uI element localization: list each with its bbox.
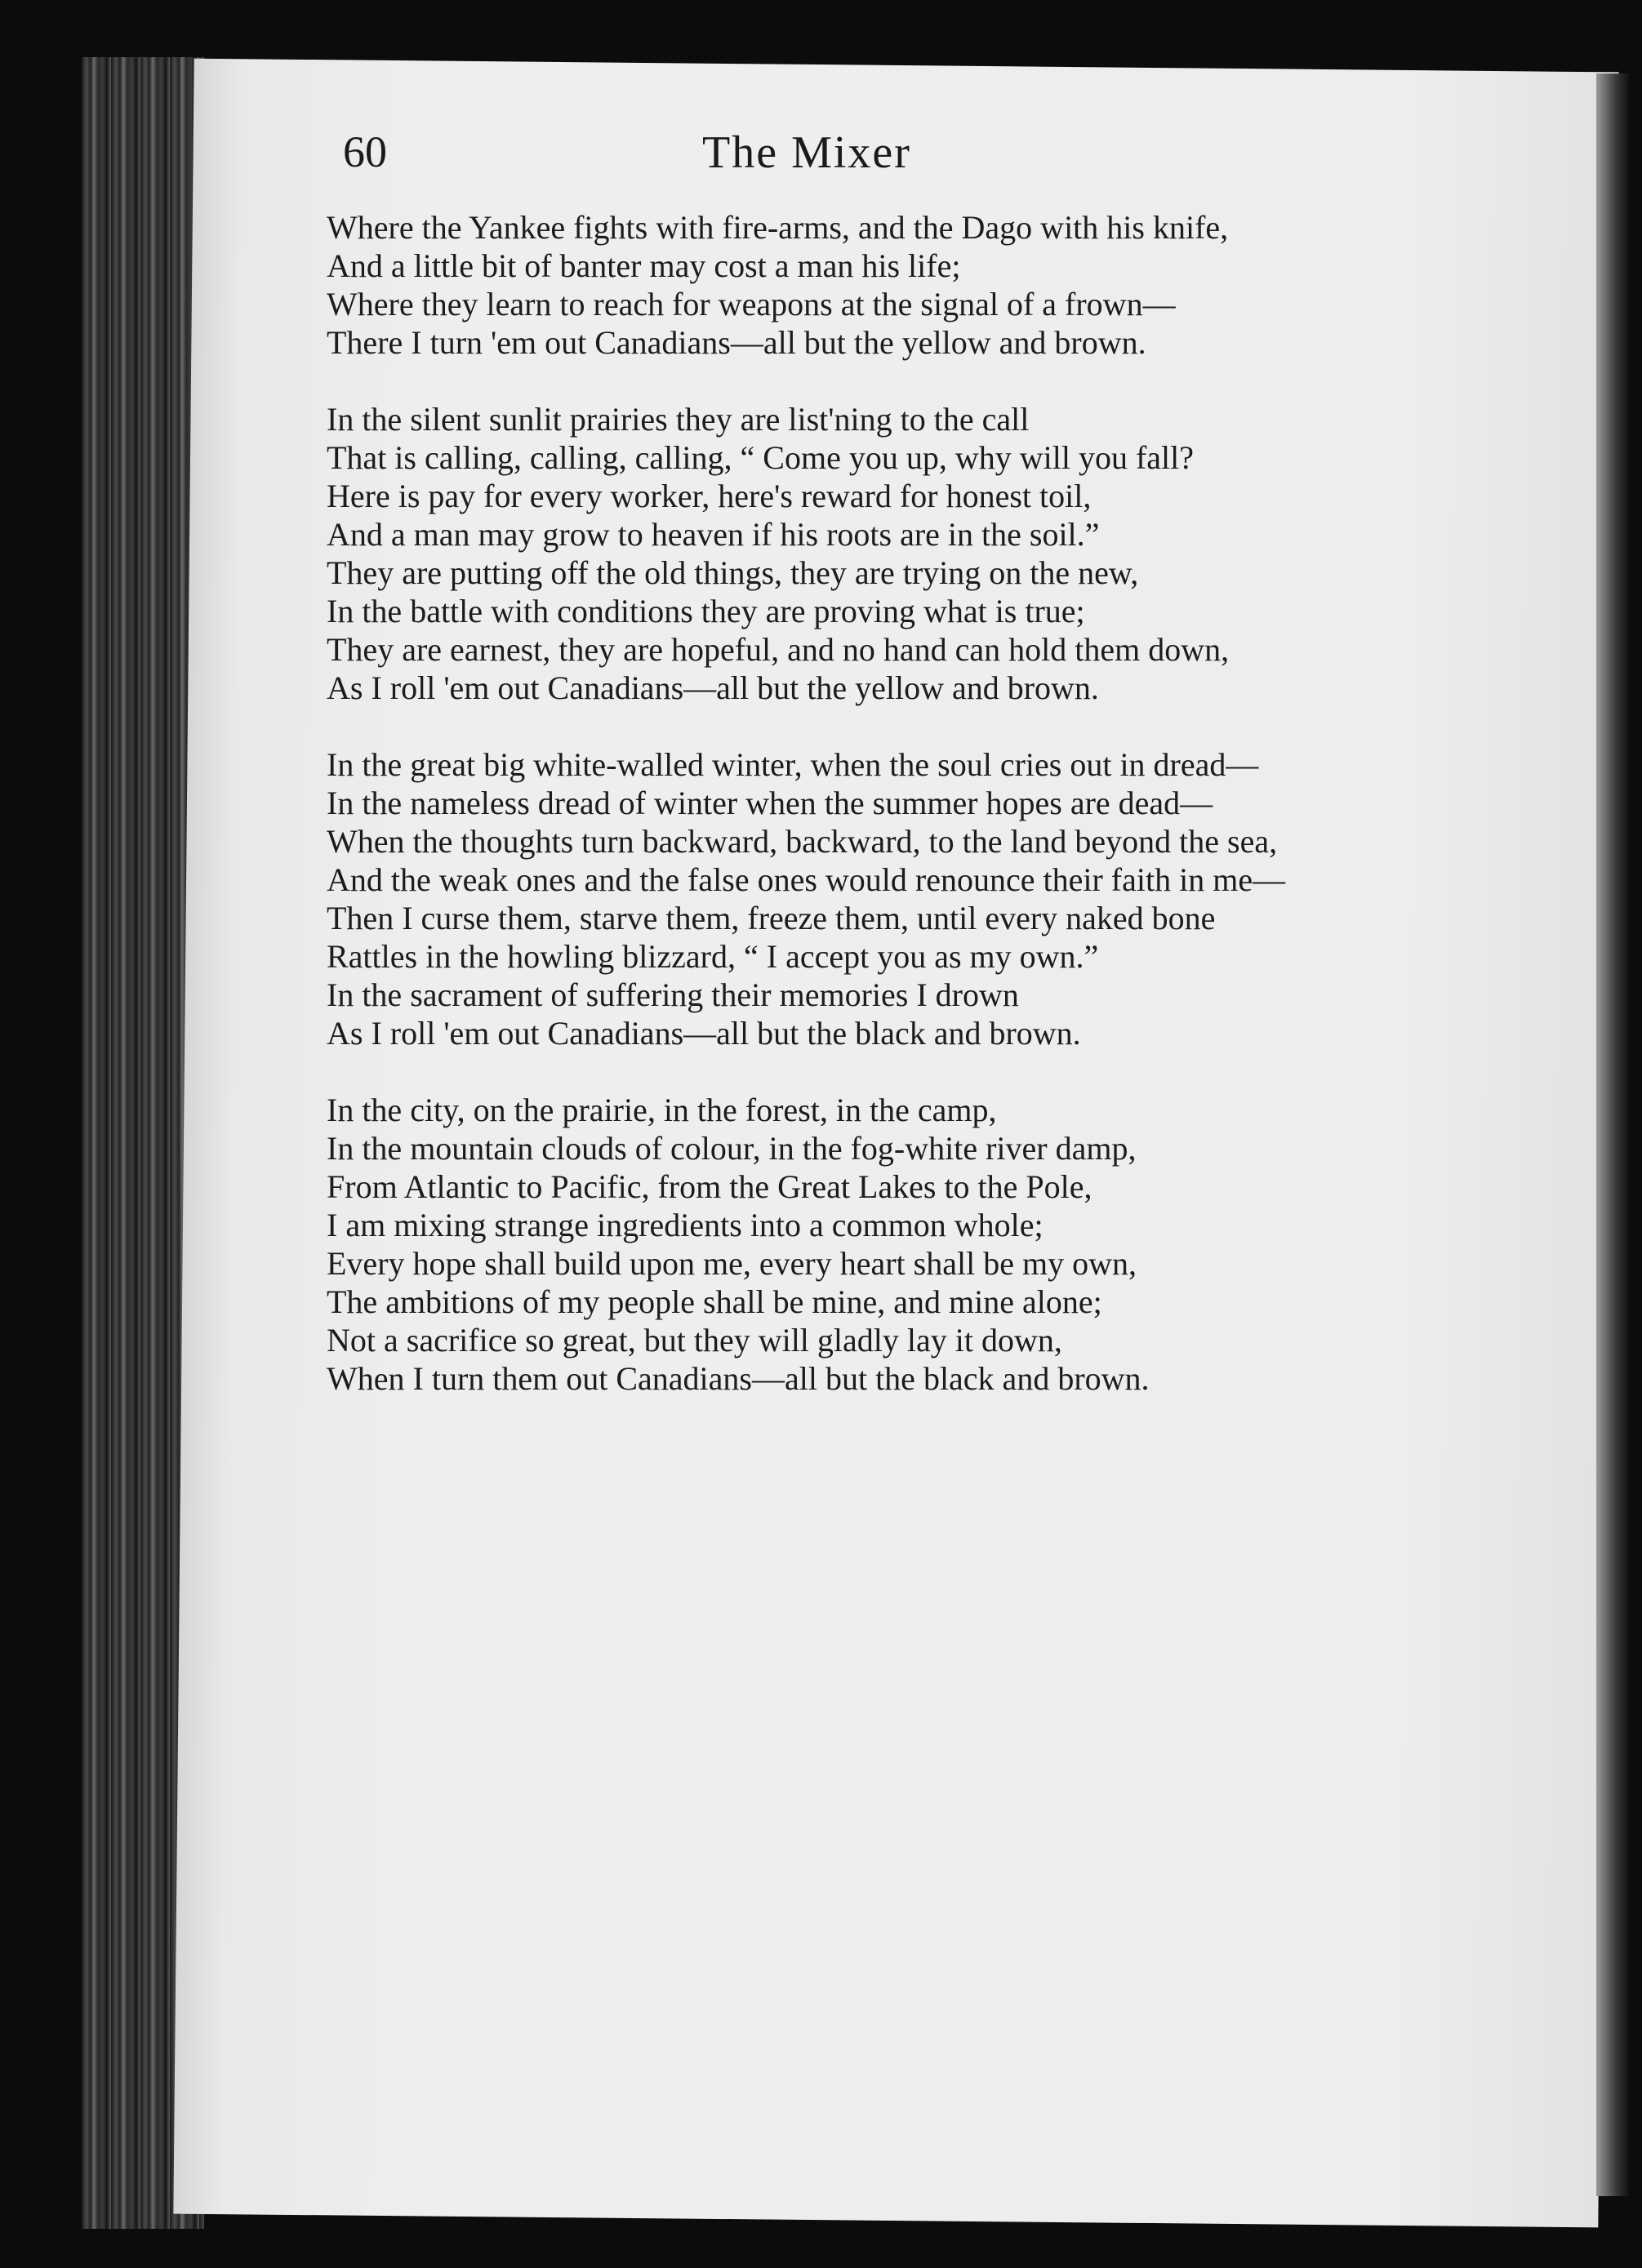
poem-line: I am mixing strange ingredients into a common whole;	[327, 1207, 1043, 1243]
poem-line: And a little bit of banter may cost a man his life;	[327, 247, 961, 284]
stanza-2	[327, 400, 1486, 707]
page-edge-shadow	[1596, 73, 1629, 2196]
stanza-3	[327, 745, 1486, 1052]
poem-line: Not a sacrifice so great, but they will gladly lay it down,	[327, 1322, 1062, 1359]
poem-line: There I turn 'em out Canadians—all but the yellow and brown.	[327, 324, 1146, 361]
poem-line: Rattles in the howling blizzard, “ I accept you as my own.”	[327, 938, 1099, 975]
stanza-1	[327, 208, 1486, 362]
poem-line: When the thoughts turn backward, backward, to the land beyond the sea,	[327, 823, 1278, 860]
page-number: 60	[343, 127, 387, 176]
poem-line: In the great big white-walled winter, when the soul cries out in dread—	[327, 746, 1259, 783]
poem-line: They are putting off the old things, they are trying on the new,	[327, 554, 1139, 591]
poem-line: And the weak ones and the false ones would renounce their faith in me—	[327, 861, 1286, 898]
poem-line: In the nameless dread of winter when the summer hopes are dead—	[327, 785, 1213, 821]
poem-line: In the battle with conditions they are proving what is true;	[327, 593, 1085, 629]
poem-line: As I roll 'em out Canadians—all but the black and brown.	[327, 1015, 1081, 1052]
poem-line: In the sacrament of suffering their memories I drown	[327, 976, 1019, 1013]
poem-line: Every hope shall build upon me, every heart shall be my own,	[327, 1245, 1137, 1282]
page-header	[343, 127, 1486, 192]
poem-line: Then I curse them, starve them, freeze them, until every naked bone	[327, 900, 1216, 936]
poem-line: As I roll 'em out Canadians—all but the yellow and brown.	[327, 669, 1099, 706]
poem-line: In the city, on the prairie, in the forest, in the camp,	[327, 1092, 997, 1128]
poem-body	[327, 208, 1486, 1436]
running-title: The Mixer	[702, 127, 911, 178]
poem-line: Where the Yankee fights with fire-arms, and the Dago with his knife,	[327, 209, 1229, 246]
stanza-4	[327, 1091, 1486, 1398]
poem-line: When I turn them out Canadians—all but the black and brown.	[327, 1360, 1150, 1397]
poem-line: They are earnest, they are hopeful, and no hand can hold them down,	[327, 631, 1230, 668]
poem-line: Where they learn to reach for weapons at the signal of a frown—	[327, 286, 1176, 322]
poem-line: In the silent sunlit prairies they are list'ning to the call	[327, 401, 1030, 438]
poem-line: Here is pay for every worker, here's reward for honest toil,	[327, 478, 1092, 514]
poem-line: The ambitions of my people shall be mine, and mine alone;	[327, 1283, 1102, 1320]
poem-line: And a man may grow to heaven if his roots are in the soil.”	[327, 516, 1100, 553]
poem-line: From Atlantic to Pacific, from the Great Lakes to the Pole,	[327, 1168, 1092, 1205]
poem-line: That is calling, calling, calling, “ Come you up, why will you fall?	[327, 439, 1194, 476]
poem-line: In the mountain clouds of colour, in the fog-white river damp,	[327, 1130, 1137, 1167]
